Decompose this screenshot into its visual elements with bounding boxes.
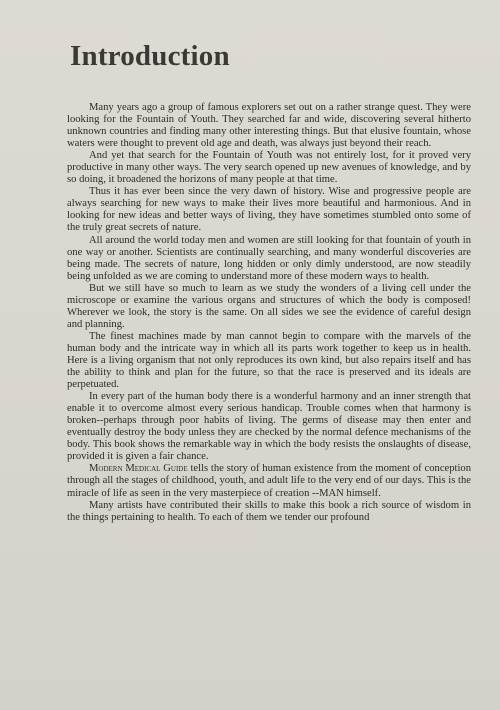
- paragraph: In every part of the human body there is a wonderful harmony and an inner strength that enable it to overcome almost every serious handicap. Trouble comes when that harmony is broken--perhaps through poor habits of living. The germs of disease may then enter and eventually destroy the body unless they are checked by the normal defence mechanisms of the body. This book shows the remarkable way in which the body resists the onslaughts of disease, provided it is given a fair chance.: [67, 391, 471, 463]
- body-text: [67, 102, 471, 524]
- book-title-reference: Modern Medical Guide: [89, 463, 188, 475]
- paragraph: Many artists have contributed their skills to make this book a rich source of wisdom in the things pertaining to health. To each of them we tender our profound: [67, 499, 471, 523]
- paragraph: And yet that search for the Fountain of Youth was not entirely lost, for it proved very productive in many other ways. The very search opened up new avenues of knowledge, and by so doing, it broadened the horizons of many people at that time.: [67, 150, 471, 186]
- paragraph: Many years ago a group of famous explorers set out on a rather strange quest. They were looking for the Fountain of Youth. They searched far and wide, discovering several hitherto unknown countries and finding many other interesting things. But that elusive fountain, whose waters were thought to prevent old age and death, was always just beyond their reach.: [67, 102, 471, 150]
- paragraph: But we still have so much to learn as we study the wonders of a living cell under the microscope or examine the various organs and structures of which the body is composed! Wherever we look, the story is the same. On all sides we see the evidence of careful design and planning.: [67, 282, 471, 330]
- paragraph: All around the world today men and women are still looking for that fountain of youth in one way or another. Scientists are continually searching, and many wonderful discoveries are being made. The secrets of nature, long hidden or only dimly understood, are now steadily being unfolded as we are coming to understand more of these modern ways to health.: [67, 234, 471, 282]
- paragraph: Thus it has ever been since the very dawn of history. Wise and progressive people are always searching for new ways to make their lives more beautiful and harmonious. And in looking for new ideas and better ways of living, they have sometimes stumbled onto some of the truly great secrets of nature.: [67, 186, 471, 234]
- page-title: Introduction: [70, 40, 230, 72]
- paragraph: Modern Medical Guide tells the story of human existence from the moment of conception through all the stages of childhood, youth, and adult life to the very end of our days. This is the miracle of life as seen in the very masterpiece of creation --MAN himself.: [67, 463, 472, 499]
- paragraph: The finest machines made by man cannot begin to compare with the marvels of the human body and the intricate way in which all its parts work together to keep us in health. Here is a living organism that not only reproduces its own kind, but also repairs itself and has the ability to think and plan for the future, so that the race is preserved and its ideals are perpetuated.: [67, 330, 471, 391]
